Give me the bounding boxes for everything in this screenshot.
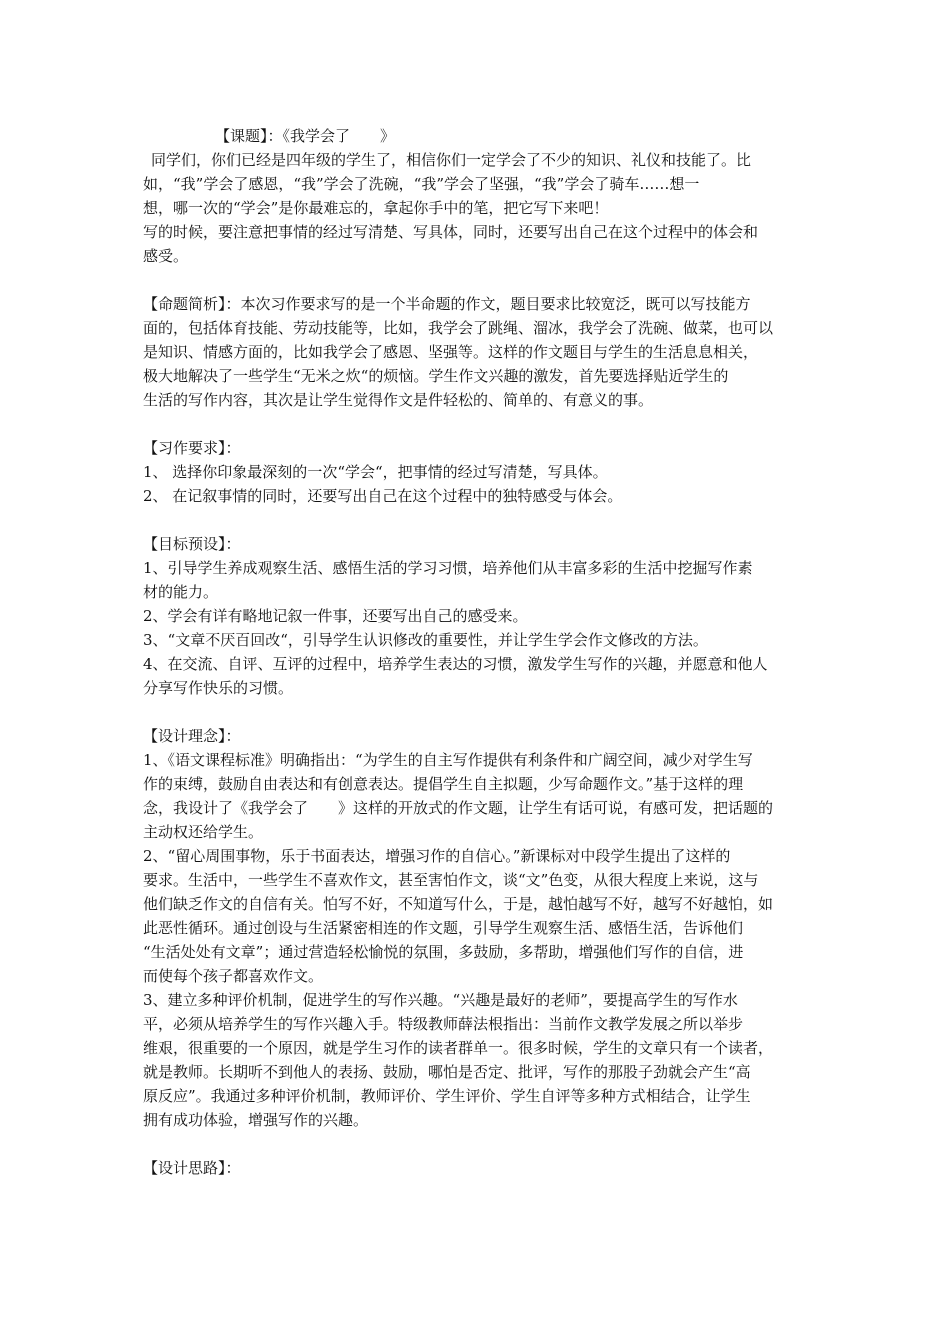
concept-line: 念，我设计了《我学会了 》这样的开放式的作文题，让学生有话可说，有感可发，把话题的 — [143, 799, 774, 817]
concept-line: 作的束缚，鼓励自由表达和有创意表达。提倡学生自主拟题，少写命题作文。”基于这样的理 — [143, 775, 744, 793]
lesson-title: 【课题】：《我学会了 》 — [215, 127, 396, 145]
goals-section — [143, 532, 813, 700]
concept-heading: 【设计理念】： — [143, 727, 241, 745]
spacer — [143, 1132, 813, 1156]
goal-line: 3、“文章不厌百回改“，引导学生认识修改的重要性，并让学生学会作文修改的方法。 — [143, 631, 708, 649]
approach-section — [143, 1156, 813, 1180]
analysis-line: 面的，包括体育技能、劳动技能等，比如，我学会了跳绳、溜冰，我学会了洗碗、做菜，也可以 — [143, 319, 774, 337]
goal-line: 2、学会有详有略地记叙一件事，还要写出自己的感受来。 — [143, 607, 528, 625]
concept-line: 平，必须从培养学生的写作兴趣入手。特级教师薛法根指出：当前作文教学发展之所以举步 — [143, 1015, 744, 1033]
concept-line: 2、“留心周围事物，乐于书面表达，增强习作的自信心。”新课标对中段学生提出了这样的 — [143, 847, 731, 865]
intro-line: 如，“我”学会了感恩，“我”学会了洗碗，“我”学会了坚强，“我”学会了骑车……想一 — [143, 175, 700, 193]
concept-line: 主动权还给学生。 — [143, 823, 264, 841]
spacer — [143, 412, 813, 436]
concept-line: 原反应”。我通过多种评价机制，教师评价、学生评价、学生自评等多种方式相结合，让学生 — [143, 1087, 751, 1105]
requirements-section — [143, 436, 813, 508]
intro-section — [143, 148, 813, 268]
spacer — [143, 700, 813, 724]
concept-line: 就是教师。长期听不到他人的表扬、鼓励，哪怕是否定、批评，写作的那股子劲就会产生“高 — [143, 1063, 751, 1081]
spacer — [143, 268, 813, 292]
concept-line: 此恶性循环。通过创设与生活紧密相连的作文题，引导学生观察生活、感悟生活，告诉他们 — [143, 919, 744, 937]
requirement-item: 2、 在记叙事情的同时，还要写出自己在这个过程中的独特感受与体会。 — [143, 487, 623, 505]
intro-line: 想，哪一次的“学会”是你最难忘的，拿起你手中的笔，把它写下来吧！ — [143, 199, 609, 217]
concept-line: 拥有成功体验，增强写作的兴趣。 — [143, 1111, 369, 1129]
requirement-item: 1、 选择你印象最深刻的一次“学会“，把事情的经过写清楚，写具体。 — [143, 463, 608, 481]
intro-line: 写的时候，要注意把事情的经过写清楚、写具体，同时，还要写出自己在这个过程中的体会和 — [143, 223, 759, 241]
concept-line: 1、《语文课程标准》明确指出：“为学生的自主写作提供有利条件和广阔空间，减少对学生写 — [143, 751, 753, 769]
concept-line: 而使每个孩子都喜欢作文。 — [143, 967, 324, 985]
intro-line: 同学们，你们已经是四年级的学生了，相信你们一定学会了不少的知识、礼仪和技能了。比 — [151, 151, 752, 169]
concept-line: “生活处处有文章”；通过营造轻松愉悦的氛围，多鼓励，多帮助，增强他们写作的自信，进 — [143, 943, 744, 961]
concept-section — [143, 724, 813, 1132]
analysis-section — [143, 292, 813, 412]
analysis-line: 生活的写作内容，其次是让学生觉得作文是件轻松的、简单的、有意义的事。 — [143, 391, 654, 409]
analysis-line: 极大地解决了一些学生“无米之炊“的烦恼。学生作文兴趣的激发，首先要选择贴近学生的 — [143, 367, 729, 385]
concept-line: 要求。生活中，一些学生不喜欢作文，甚至害怕作文，谈“文”色变，从很大程度上来说，这与 — [143, 871, 759, 889]
goal-line: 1、引导学生养成观察生活、感悟生活的学习习惯，培养他们从丰富多彩的生活中挖掘写作素 — [143, 559, 753, 577]
concept-line: 他们缺乏作文的自信有关。怕写不好，不知道写什么，于是，越怕越写不好，越写不好越怕，如 — [143, 895, 774, 913]
approach-heading: 【设计思路】： — [143, 1159, 241, 1177]
goal-line: 分享写作快乐的习惯。 — [143, 679, 294, 697]
goal-line: 4、在交流、自评、互评的过程中，培养学生表达的习惯，激发学生写作的兴趣，并愿意和他人 — [143, 655, 768, 673]
goal-line: 材的能力。 — [143, 583, 219, 601]
goals-heading: 【目标预设】： — [143, 535, 241, 553]
concept-line: 3、建立多种评价机制，促进学生的写作兴趣。“兴趣是最好的老师”，要提高学生的写作水 — [143, 991, 738, 1009]
requirements-heading: 【习作要求】： — [143, 439, 241, 457]
intro-line: 感受。 — [143, 247, 189, 265]
spacer — [143, 508, 813, 532]
document-body — [143, 124, 813, 1180]
concept-line: 维艰，很重要的一个原因，就是学生习作的读者群单一。很多时候，学生的文章只有一个读者， — [143, 1039, 774, 1057]
analysis-line: 是知识、情感方面的，比如我学会了感恩、坚强等。这样的作文题目与学生的生活息息相关， — [143, 343, 759, 361]
analysis-line: 【命题简析】：本次习作要求写的是一个半命题的作文，题目要求比较宽泛，既可以写技能方 — [143, 295, 751, 313]
